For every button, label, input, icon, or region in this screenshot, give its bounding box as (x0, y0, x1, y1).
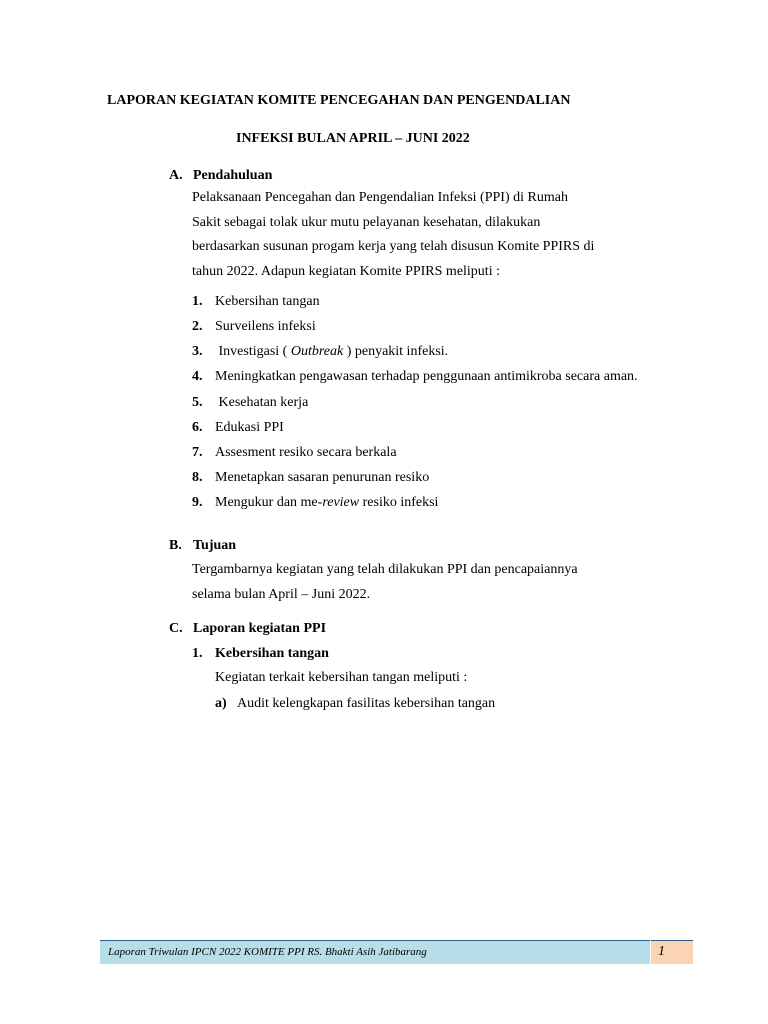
list-text: Kesehatan kerja (215, 395, 309, 410)
section-c-title: Laporan kegiatan PPI (193, 621, 327, 636)
subsection-1-item-a (215, 696, 495, 712)
section-b-letter: B. (169, 538, 182, 553)
report-title-line-1: LAPORAN KEGIATAN KOMITE PENCEGAHAN DAN PENGENDALIAN (107, 93, 571, 108)
subsection-1-heading (192, 646, 329, 662)
page-number-box (651, 940, 693, 964)
list-item (192, 445, 642, 460)
list-text: Kebersihan tangan (215, 294, 320, 309)
section-a-letter: A. (169, 168, 183, 183)
list-text: Assesment resiko secara berkala (215, 445, 397, 460)
list-item (192, 420, 642, 435)
list-number: 8. (192, 470, 203, 485)
paragraph-line: Tergambarnya kegiatan yang telah dilakukan PPI dan pencapaiannya (192, 562, 578, 577)
page-footer (100, 940, 650, 964)
list-item (192, 344, 642, 359)
list-number: 7. (192, 445, 203, 460)
paragraph-line: tahun 2022. Adapun kegiatan Komite PPIRS meliputi : (192, 263, 500, 279)
paragraph-line: Sakit sebagai tolak ukur mutu pelayanan kesehatan, dilakukan (192, 214, 541, 230)
list-item (192, 369, 642, 385)
list-text: Menetapkan sasaran penurunan resiko (215, 470, 430, 485)
list-item (192, 319, 642, 334)
list-number: 6. (192, 420, 203, 435)
footer-text: Laporan Triwulan IPCN 2022 KOMITE PPI RS. Bhakti Asih Jatibarang (108, 946, 427, 958)
report-title-line-2: INFEKSI BULAN APRIL – JUNI 2022 (236, 131, 470, 146)
list-text: Meningkatkan pengawasan terhadap penggunaan antimikroba secara aman. (215, 369, 638, 384)
section-c-letter: C. (169, 621, 183, 636)
list-item (192, 294, 642, 309)
list-number: 4. (192, 369, 203, 384)
list-item (192, 495, 642, 510)
list-number: 3. (192, 344, 203, 359)
subsection-number: 1. (192, 646, 203, 661)
list-number: 2. (192, 319, 203, 334)
section-b-heading (169, 538, 236, 554)
section-a-heading (169, 168, 272, 184)
section-a-title: Pendahuluan (193, 168, 273, 183)
item-text: Audit kelengkapan fasilitas kebersihan tangan (237, 696, 496, 711)
page-number: 1 (658, 944, 665, 959)
list-text: Investigasi ( (215, 344, 291, 359)
subsection-title: Kebersihan tangan (215, 646, 329, 661)
list-text-emphasis: Outbreak (290, 344, 344, 359)
list-text: Mengukur dan me- (215, 495, 323, 510)
paragraph-line: berdasarkan susunan progam kerja yang telah disusun Komite PPIRS di (192, 239, 595, 254)
list-text: ) penyakit infeksi. (343, 344, 449, 359)
paragraph-line: Pelaksanaan Pencegahan dan Pengendalian Infeksi (PPI) di Rumah (192, 190, 568, 205)
list-text: Surveilens infeksi (215, 319, 316, 334)
list-number: 9. (192, 495, 203, 510)
list-item (192, 395, 642, 410)
item-letter: a) (215, 696, 227, 711)
section-b-paragraph (192, 558, 641, 607)
list-number: 5. (192, 395, 203, 410)
list-item (192, 470, 642, 485)
list-text: resiko infeksi (359, 495, 439, 510)
paragraph-line: selama bulan April – Juni 2022. (192, 586, 371, 602)
list-text: Edukasi PPI (215, 420, 284, 435)
section-a-paragraph (192, 186, 641, 284)
section-b-title: Tujuan (193, 538, 237, 553)
list-number: 1. (192, 294, 203, 309)
subsection-1-intro: Kegiatan terkait kebersihan tangan meliputi : (215, 670, 468, 685)
list-text-emphasis: review (322, 495, 360, 510)
section-a-list (192, 294, 642, 510)
section-c-heading (169, 621, 326, 637)
